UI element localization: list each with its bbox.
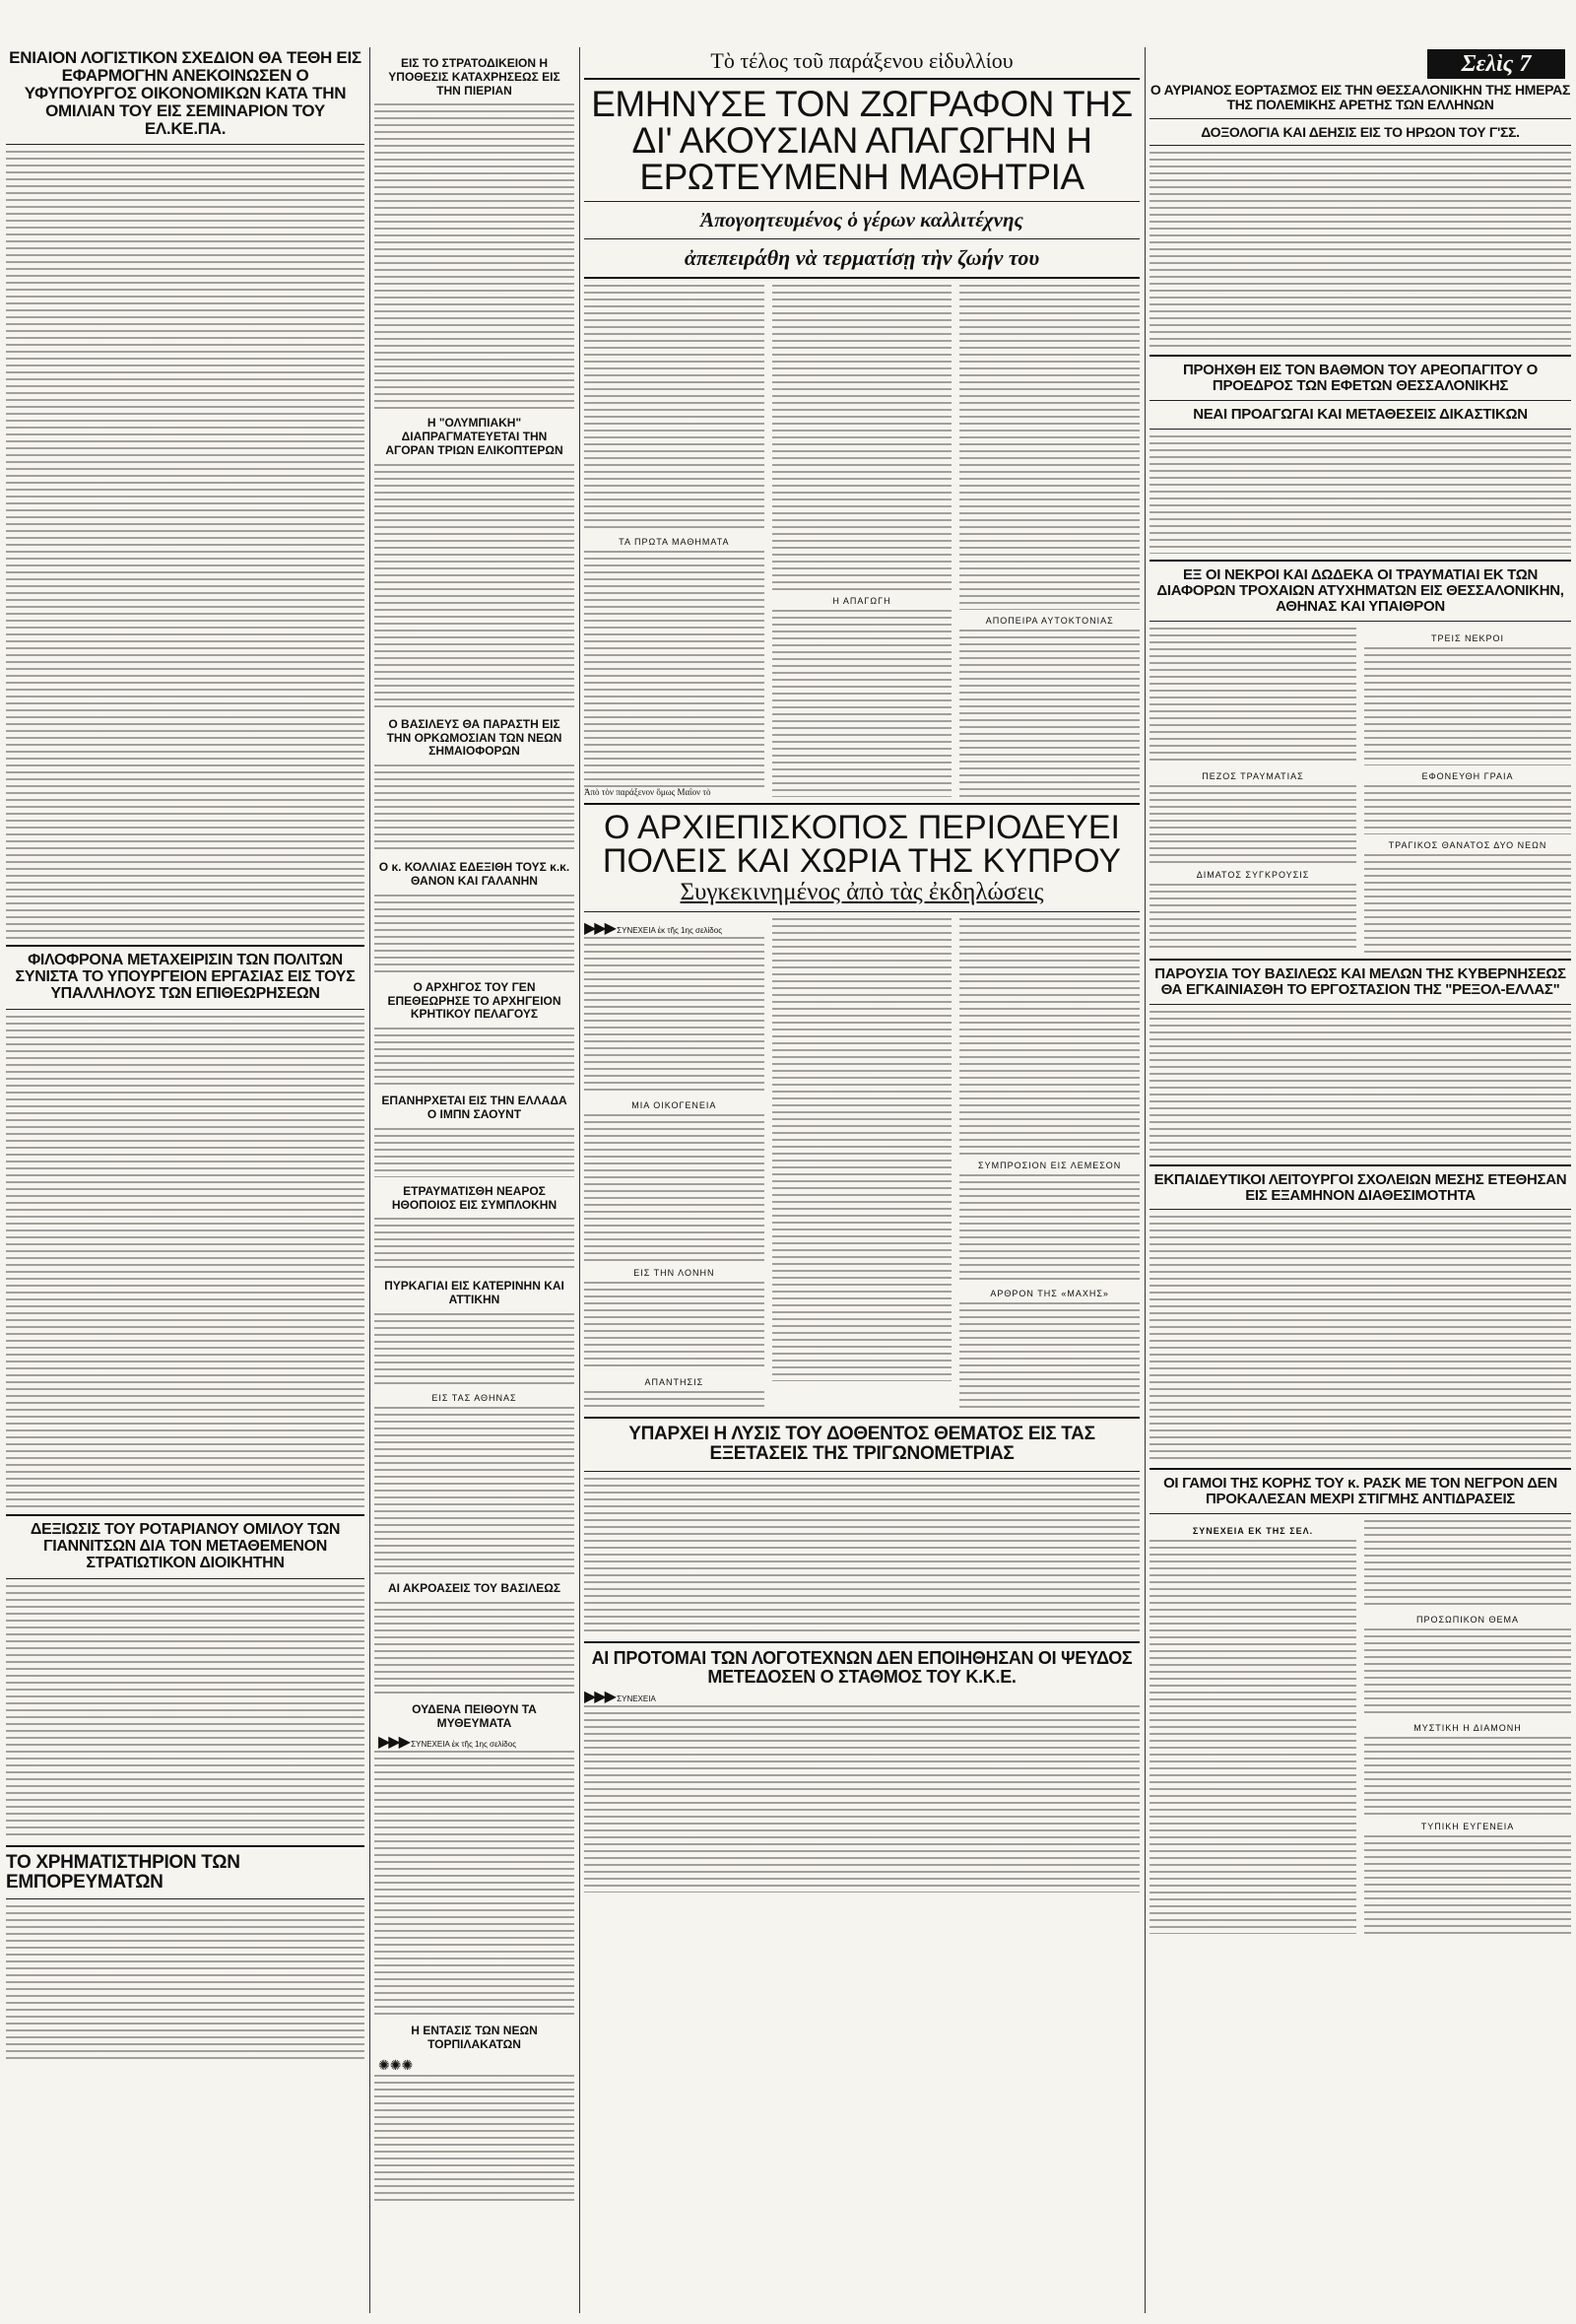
celebration-headline: Ο ΑΥΡΙΑΝΟΣ ΕΟΡΤΑΣΜΟΣ ΕΙΣ ΤΗΝ ΘΕΣΣΑΛΟΝΙΚΗΝ ΤΗΣ ΗΜΕΡΑΣ ΤΗΣ ΠΟΛΕΜΙΚΗΣ ΑΡΕΤΗΣ ΤΩΝ ΕΛΛΗΝΩΝ: [1149, 82, 1571, 112]
article-body: [584, 937, 764, 1095]
article-body: [584, 1478, 1140, 1635]
headline-rotary-reception: ΔΕΞΙΩΣΙΣ ΤΟΥ ΡΟΤΑΡΙΑΝΟΥ ΟΜΙΛΟΥ ΤΩΝ ΓΙΑΝΝΙΤΣΩΝ ΔΙΑ ΤΟΝ ΜΕΤΑΘΕΜΕΝΟΝ ΣΤΡΑΤΙΩΤΙΚΟΝ ΔΙΟΙΚΗΤΗΝ: [30, 1520, 341, 1571]
article-body: [1364, 1737, 1571, 1816]
article-body: [374, 2075, 574, 2203]
column-rule: [1145, 47, 1146, 2313]
continuation-tag: ΣΥΝΕΧΕΙΑ ΕΚ ΤΗΣ ΣΕΛ.: [1192, 1526, 1314, 1537]
article-body: [1364, 647, 1571, 765]
continuation-tag: ΣΥΝΕΧΕΙΑ ἐκ τῆς 1ης σελίδος: [617, 926, 723, 936]
article-body: [374, 1218, 574, 1272]
subhead-courtesy: ΤΥΠΙΚΗ ΕΥΓΕΝΕΙΑ: [1420, 1822, 1515, 1832]
market-listings: [6, 1905, 364, 2063]
second-column: [374, 49, 574, 2315]
article-body: [1149, 1540, 1356, 1934]
article-body: [772, 918, 952, 1381]
subhead-abduction: Η ΑΠΑΓΩΓΗ: [832, 596, 891, 607]
headline-fires: ΠΥΡΚΑΓΙΑΙ ΕΙΣ ΚΑΤΕΡΙΝΗΝ ΚΑΙ ΑΤΤΙΚΗΝ: [384, 1279, 564, 1307]
subhead-athens: ΕΙΣ ΤΑΣ ΑΘΗΝΑΣ: [431, 1392, 517, 1403]
judicial-headline: ΝΕΑΙ ΠΡΟΑΓΩΓΑΙ ΚΑΙ ΜΕΤΑΘΕΣΕΙΣ ΔΙΚΑΣΤΙΚΩΝ: [1193, 406, 1528, 424]
main-story-columns: [584, 285, 1140, 797]
article-body: [959, 1302, 1140, 1411]
continuation-arrows-icon: ▶▶▶: [378, 1732, 409, 1752]
subhead-family: ΜΙΑ ΟΙΚΟΓΕΝΕΙΑ: [631, 1100, 717, 1111]
archbishop-headline: Ο ΑΡΧΙΕΠΙΣΚΟΠΟΣ ΠΕΡΙΟΔΕΥΕΙ ΠΟΛΕΙΣ ΚΑΙ ΧΩΡΙΑ ΤΗΣ ΚΥΠΡΟΥ: [602, 809, 1122, 881]
article-body: [1149, 1216, 1571, 1462]
article-body: [584, 1282, 764, 1371]
right-columns: [1149, 49, 1571, 2315]
article-body: [374, 895, 574, 973]
article-body: [1364, 854, 1571, 953]
article-body: [1364, 1520, 1571, 1609]
article-body: [584, 285, 764, 531]
subhead-lonin: ΕΙΣ ΤΗΝ ΛΟΝΗΝ: [633, 1268, 715, 1279]
article-body: [959, 285, 1140, 610]
subhead-two-youths: ΤΡΑΓΙΚΟΣ ΘΑΝΑΤΟΣ ΔΥΟ ΝΕΩΝ: [1388, 839, 1547, 850]
trigonometry-headline: ΥΠΑΡΧΕΙ Η ΛΥΣΙΣ ΤΟΥ ΔΟΘΕΝΤΟΣ ΘΕΜΑΤΟΣ ΕΙΣ ΤΑΣ ΕΞΕΤΑΣΕΙΣ ΤΗΣ ΤΡΙΓΩΝΟΜΕΤΡΙΑΣ: [628, 1424, 1095, 1465]
continuation-tag: ΣΥΝΕΧΕΙΑ: [617, 1693, 656, 1703]
article-body: [374, 764, 574, 853]
article-body: [374, 1751, 574, 2017]
subhead-pedestrian: ΠΕΖΟΣ ΤΡΑΥΜΑΤΙΑΣ: [1202, 770, 1304, 781]
teachers-headline: ΕΚΠΑΙΔΕΥΤΙΚΟΙ ΛΕΙΤΟΥΡΓΟΙ ΣΧΟΛΕΙΩΝ ΜΕΣΗΣ ΕΤΕΘΗΣΑΝ ΕΙΣ ΕΞΑΜΗΝΟΝ ΔΙΑΘΕΣΙΜΟΤΗΤΑ: [1153, 1170, 1567, 1204]
headline-ibn-saud: ΕΠΑΝΗΡΧΕΤΑΙ ΕΙΣ ΤΗΝ ΕΛΛΑΔΑ Ο ΙΜΠΝ ΣΑΟΥΝΤ: [381, 1094, 567, 1121]
archbishop-story-columns: [584, 918, 1140, 1411]
subhead-machi-article: ΑΡΘΡΟΝ ΤΗΣ «ΜΑΧΗΣ»: [990, 1289, 1109, 1299]
article-body: [1149, 628, 1356, 765]
pull-line: Ἀπὸ τὸν παράξενον ὅμως Μαΐον τὸ: [584, 787, 711, 798]
busts-headline: ΑΙ ΠΡΟΤΟΜΑΙ ΤΩΝ ΛΟΓΟΤΕΧΝΩΝ ΔΕΝ ΕΠΟΙΗΘΗΣΑΝ ΟΙ ΨΕΥΔΟΣ ΜΕΤΕΔΟΣΕΝ Ο ΣΤΑΘΜΟΣ ΤΟΥ Κ.Κ.Ε.: [591, 1647, 1133, 1687]
article-body: [959, 630, 1140, 797]
headline-kollias: Ο κ. ΚΟΛΛΙΑΣ ΕΔΕΞΙΘΗ ΤΟΥΣ κ.κ. ΘΑΝΟΝ ΚΑΙ ΓΑΛΑΝΗΝ: [378, 860, 570, 888]
headline-olympic-helicopters: Η "ΟΛΥΜΠΙΑΚΗ" ΔΙΑΠΡΑΓΜΑΤΕΥΕΤΑΙ ΤΗΝ ΑΓΟΡΑΝ ΤΡΙΩΝ ΕΛΙΚΟΠΤΕΡΩΝ: [385, 416, 563, 457]
article-body: [772, 285, 952, 590]
subhead-limassol: ΣΥΜΠΡΟΣΙΟΝ ΕΙΣ ΛΕΜΕΣΟΝ: [978, 1161, 1122, 1171]
headline-actor-injured: ΕΤΡΑΥΜΑΤΙΣΘΗ ΝΕΑΡΟΣ ΗΘΟΠΟΙΟΣ ΕΙΣ ΣΥΜΠΛΟΚΗΝ: [391, 1183, 558, 1212]
subhead-suicide-attempt: ΑΠΟΠΕΙΡΑ ΑΥΤΟΚΤΟΝΙΑΣ: [985, 616, 1114, 627]
article-body: [584, 1391, 764, 1411]
continuation-arrows-icon: ▶▶▶: [584, 1686, 615, 1705]
subhead-old-woman: ΕΦΟΝΕΥΘΗ ΓΡΑΙΑ: [1421, 770, 1514, 781]
left-column: [6, 49, 364, 2315]
article-body: [959, 918, 1140, 1155]
article-body: [1364, 1628, 1571, 1717]
headline-myths: ΟΥΔΕΝΑ ΠΕΙΘΟΥΝ ΤΑ ΜΥΘΕΥΜΑΤΑ: [412, 1701, 537, 1730]
headline-king-audiences: ΑΙ ΑΚΡΟΑΣΕΙΣ ΤΟΥ ΒΑΣΙΛΕΩΣ: [387, 1580, 561, 1595]
article-body: [959, 1174, 1140, 1283]
areopagus-headline: ΠΡΟΗΧΘΗ ΕΙΣ ΤΟΝ ΒΑΘΜΟΝ ΤΟΥ ΑΡΕΟΠΑΓΙΤΟΥ Ο ΠΡΟΕΔΡΟΣ ΤΩΝ ΕΦΕΤΩΝ ΘΕΣΣΑΛΟΝΙΚΗΣ: [1182, 362, 1539, 395]
continuation-arrows-icon: ▶▶▶: [584, 918, 615, 938]
article-body: [374, 464, 574, 710]
main-headline: ΕΜΗΝΥΣΕ ΤΟΝ ΖΩΓΡΑΦΟΝ ΤΗΣ ΔΙ' ΑΚΟΥΣΙΑΝ ΑΠΑΓΩΓΗΝ Η ΕΡΩΤΕΥΜΕΝΗ ΜΑΘΗΤΡΙΑ: [591, 84, 1133, 198]
headline-citizens-treatment: ΦΙΛΟΦΡΟΝΑ ΜΕΤΑΧΕΙΡΙΣΙΝ ΤΩΝ ΠΟΛΙΤΩΝ ΣΥΝΙΣΤΑ ΤΟ ΥΠΟΥΡΓΕΙΟΝ ΕΡΓΑΣΙΑΣ ΕΙΣ ΤΟΥΣ ΥΠΑΛΛΗΛΟΥΣ ΤΩΝ ΕΠΙΘΕΩΡΗΣΕΩΝ: [15, 952, 356, 1002]
deck-line-2: ἀπεπειράθη νὰ τερματίσῃ τὴν ζωήν του: [684, 245, 1040, 271]
article-body: [6, 1585, 364, 1839]
article-body: [374, 1407, 574, 1574]
kicker: Τὸ τέλος τοῦ παράξενου εἰδυλλίου: [710, 49, 1014, 73]
continuation-tag: ΣΥΝΕΧΕΙΑ ἐκ τῆς 1ης σελίδος: [411, 1740, 517, 1750]
article-body: [1149, 785, 1356, 864]
subhead-first-lessons: ΤΑ ΠΡΩΤΑ ΜΑΘΗΜΑΤΑ: [619, 537, 730, 548]
article-body: [6, 1016, 364, 1508]
article-body: [772, 610, 952, 797]
deck-line-1: Ἀπογοητευμένος ὁ γέρων καλλιτέχνης: [700, 208, 1023, 232]
subhead-secret-stay: ΜΥΣΤΙΚΗ Η ΔΙΑΜΟΝΗ: [1413, 1723, 1522, 1734]
article-body: [584, 1705, 1140, 1892]
article-body: [374, 103, 574, 409]
article-body: [374, 1128, 574, 1177]
column-rule: [579, 47, 580, 2313]
article-body: [374, 1313, 574, 1387]
headline-court-martial: ΕΙΣ ΤΟ ΣΤΡΑΤΟΔΙΚΕΙΟΝ Η ΥΠΟΘΕΣΙΣ ΚΑΤΑΧΡΗΣΕΩΣ ΕΙΣ ΤΗΝ ΠΙΕΡΙΑΝ: [388, 56, 560, 98]
article-body: [584, 551, 764, 787]
subhead-three-dead: ΤΡΕΙΣ ΝΕΚΡΟΙ: [1430, 632, 1505, 643]
archbishop-deck: Συγκεκινημένος ἀπὸ τὰς ἐκδηλώσεις: [680, 879, 1044, 906]
rusk-wedding-headline: ΟΙ ΓΑΜΟΙ ΤΗΣ ΚΟΡΗΣ ΤΟΥ κ. ΡΑΣΚ ΜΕ ΤΟΝ ΝΕΓΡΟΝ ΔΕΝ ΠΡΟΚΑΛΕΣΑΝ ΜΕΧΡΙ ΣΤΙΓΜΗΣ ΑΝΤΙΔΡΑΣΕΙΣ: [1163, 1475, 1557, 1508]
accidents-headline: ΕΞ ΟΙ ΝΕΚΡΟΙ ΚΑΙ ΔΩΔΕΚΑ ΟΙ ΤΡΑΥΜΑΤΙΑΙ ΕΚ ΤΩΝ ΔΙΑΦΟΡΩΝ ΤΡΟΧΑΙΩΝ ΑΤΥΧΗΜΑΤΩΝ ΕΙΣ ΘΕΣΣΑΛΟΝΙΚΗΝ, ΑΘΗΝΑΣ ΚΑΙ ΥΠΑΙΘΡΟΝ: [1156, 566, 1564, 615]
center-columns: [584, 49, 1140, 2315]
rusk-columns: [1149, 1520, 1571, 1934]
article-body: [374, 1028, 574, 1087]
article-body: [1364, 785, 1571, 834]
page-number-label: Σελὶς 7: [1427, 49, 1565, 79]
article-body: [6, 151, 364, 939]
article-body: [1364, 1835, 1571, 1934]
article-body: [1149, 884, 1356, 953]
column-rule: [369, 47, 370, 2313]
article-body: [1149, 1011, 1571, 1159]
article-body: [374, 1602, 574, 1695]
rexol-headline: ΠΑΡΟΥΣΙΑ ΤΟΥ ΒΑΣΙΛΕΩΣ ΚΑΙ ΜΕΛΩΝ ΤΗΣ ΚΥΒΕΡΝΗΣΕΩΣ ΘΑ ΕΓΚΑΙΝΙΑΣΘΗ ΤΟ ΕΡΓΟΣΤΑΣΙΟΝ ΤΗΣ "ΡΕΞΟΛ-ΕΛΛΑΣ": [1154, 964, 1566, 998]
headline-gen-chief: Ο ΑΡΧΗΓΟΣ ΤΟΥ ΓΕΝ ΕΠΕΘΕΩΡΗΣΕ ΤΟ ΑΡΧΗΓΕΙΟΝ ΚΡΗΤΙΚΟΥ ΠΕΛΑΓΟΥΣ: [387, 979, 561, 1022]
wave-ornament-icon: ✺✺✺: [378, 2058, 414, 2074]
headline-king-ceremony: Ο ΒΑΣΙΛΕΥΣ ΘΑ ΠΑΡΑΣΤΗ ΕΙΣ ΤΗΝ ΟΡΚΩΜΟΣΙΑΝ ΤΩΝ ΝΕΩΝ ΣΗΜΑΙΟΦΟΡΩΝ: [386, 716, 562, 759]
headline-accounting-plan: ΕΝΙΑΙΟΝ ΛΟΓΙΣΤΙΚΟΝ ΣΧΕΔΙΟΝ ΘΑ ΤΕΘΗ ΕΙΣ ΕΦΑΡΜΟΓΗΝ ΑΝΕΚΟΙΝΩΣΕΝ Ο ΥΦΥΠΟΥΡΓΟΣ ΟΙΚΟΝΟΜΙΚΩΝ ΚΑΤΑ ΤΗΝ ΟΜΙΛΙΑΝ ΤΟΥ ΕΙΣ ΣΕΜΙΝΑΡΙΟΝ ΤΟΥ ΕΛ.ΚΕ.ΠΑ.: [9, 49, 361, 139]
subhead-personal-matter: ΠΡΟΣΩΠΙΚΟΝ ΘΕΜΑ: [1415, 1615, 1520, 1626]
headline-commodity-exchange: ΤΟ ΧΡΗΜΑΤΙΣΤΗΡΙΟΝ ΤΩΝ ΕΜΠΟΡΕΥΜΑΤΩΝ: [6, 1851, 240, 1892]
celebration-subhead: ΔΟΞΟΛΟΓΙΑ ΚΑΙ ΔΕΗΣΙΣ ΕΙΣ ΤΟ ΗΡΩΟΝ ΤΟΥ Γ'ΣΣ.: [1201, 123, 1520, 140]
article-body: [1149, 435, 1571, 554]
subhead-answer: ΑΠΑΝΤΗΣΙΣ: [644, 1377, 704, 1388]
article-body: [1149, 152, 1571, 349]
subhead-collision: ΔΙΜΑΤΟΣ ΣΥΓΚΡΟΥΣΙΣ: [1196, 869, 1310, 880]
article-body: [584, 1114, 764, 1262]
headline-torpedo-boats: Η ΕΝΤΑΣΙΣ ΤΩΝ ΝΕΩΝ ΤΟΡΠΙΛΑΚΑΤΩΝ: [411, 2024, 538, 2052]
accidents-columns: [1149, 628, 1571, 953]
